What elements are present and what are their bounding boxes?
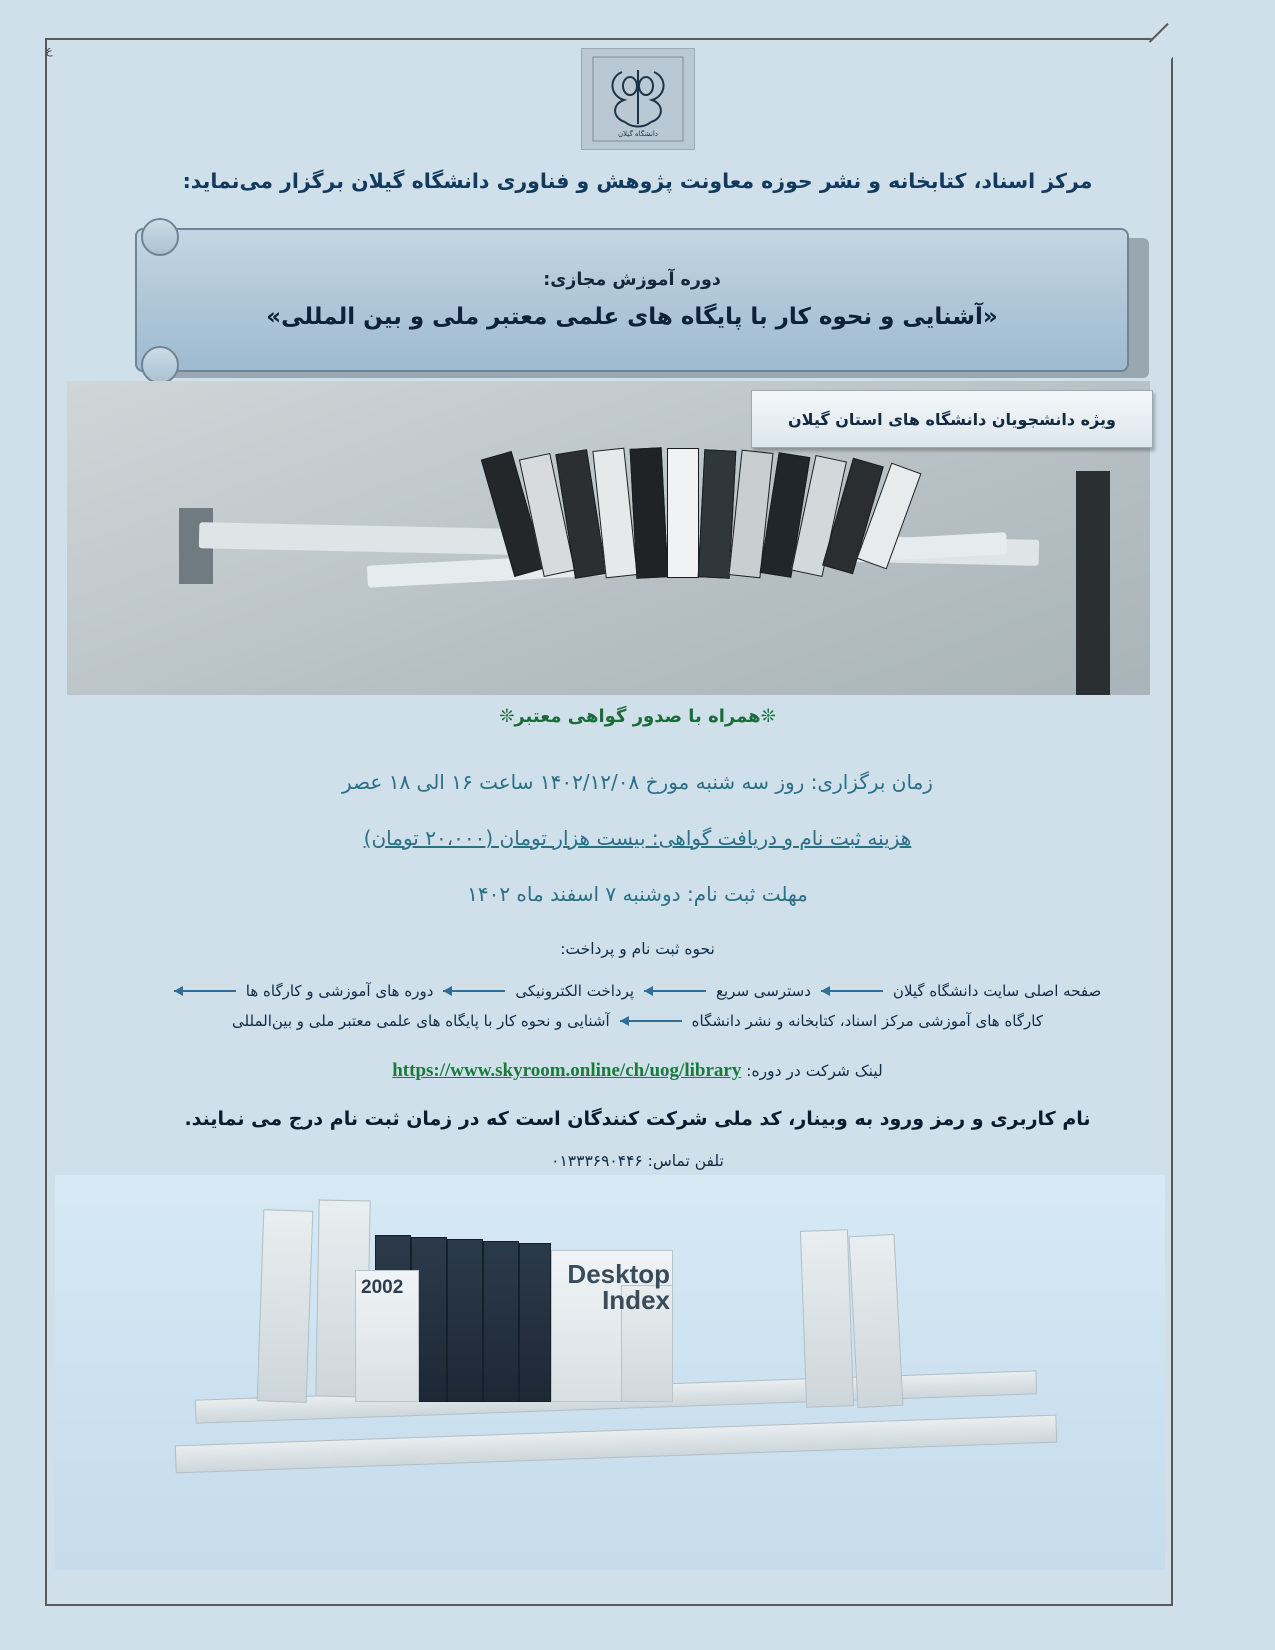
university-of-guilan-logo (581, 48, 695, 150)
host-organization-line: مرکز اسناد، کتابخانه و نشر حوزه معاونت پژوهش و فناوری دانشگاه گیلان برگزار می‌نماید: (182, 169, 1093, 193)
login-credentials-note: نام کاربری و رمز ورود به وبینار، کد ملی شرکت کنندگان است که در زمان ثبت نام درج می نمایند. (184, 1108, 1091, 1130)
arrow-left-icon (620, 1020, 682, 1022)
course-title-banner (135, 228, 1135, 376)
binder-label-2002: 2002 (361, 1277, 404, 1298)
howto-step: پرداخت الکترونیکی (515, 982, 635, 1000)
rack-upright (257, 1209, 314, 1403)
binders-on-wooden-rack-photo (55, 1175, 1165, 1570)
binder (519, 1243, 551, 1402)
book-spine (630, 447, 669, 578)
certificate-note: ❊همراه با صدور گواهی معتبر❊ (499, 706, 776, 727)
binder-label-desktop-index: Desktop Index (567, 1259, 670, 1315)
webinar-link-label: لینک شرکت در دوره: (746, 1062, 883, 1080)
binder (483, 1241, 519, 1402)
howto-step: آشنایی و نحوه کار با پایگاه های علمی معتبر ملی و بین‌المللی (232, 1012, 610, 1030)
banner-body (135, 228, 1129, 372)
arrow-left-icon (174, 990, 236, 992)
banner-subtitle: دوره آموزش مجازی: (543, 270, 721, 290)
corner-mark: ع (46, 44, 53, 57)
registration-deadline-line: مهلت ثبت نام: دوشنبه ۷ اسفند ماه ۱۴۰۲ (467, 882, 808, 906)
svg-text:دانشگاه گیلان: دانشگاه گیلان (617, 130, 658, 138)
howto-step: کارگاه های آموزشی مرکز اسناد، کتابخانه و نشر دانشگاه (691, 1012, 1043, 1030)
rack-upright (800, 1229, 854, 1408)
rack-upright (849, 1234, 904, 1408)
event-fee-line: هزینه ثبت نام و دریافت گواهی: بیست هزار تومان (۲۰،۰۰۰ تومان) (363, 826, 912, 850)
banner-title: «آشنایی و نحوه کار با پایگاه های علمی معتبر ملی و بین المللی» (266, 304, 998, 330)
banner-curl-top-icon (141, 218, 179, 256)
webinar-link-row (0, 1060, 1275, 1082)
book-spine (667, 448, 699, 578)
arrow-left-icon (821, 990, 883, 992)
arrow-left-icon (644, 990, 706, 992)
binder (447, 1239, 483, 1402)
howto-title: نحوه ثبت نام و پرداخت: (560, 940, 715, 958)
howto-steps-row-2 (60, 1012, 1215, 1030)
howto-steps-row-1 (60, 982, 1215, 1000)
arrow-left-icon (443, 990, 505, 992)
howto-step: دسترسی سریع (716, 982, 811, 1000)
webinar-link[interactable]: https://www.skyroom.online/ch/uog/library (392, 1060, 742, 1081)
howto-step: دوره های آموزشی و کارگاه ها (245, 982, 434, 1000)
contact-phone: تلفن تماس: ۰۱۳۳۳۶۹۰۴۴۶ (551, 1152, 724, 1170)
banner-curl-bottom-icon (141, 346, 179, 384)
dark-panel (1076, 471, 1110, 695)
howto-step: صفحه اصلی سایت دانشگاه گیلان (892, 982, 1102, 1000)
audience-badge: ویژه دانشجویان دانشگاه های استان گیلان (751, 390, 1153, 448)
event-date-line: زمان برگزاری: روز سه شنبه مورخ ۱۴۰۲/۱۲/۰۸ ساعت ۱۶ الی ۱۸ عصر (342, 770, 933, 794)
